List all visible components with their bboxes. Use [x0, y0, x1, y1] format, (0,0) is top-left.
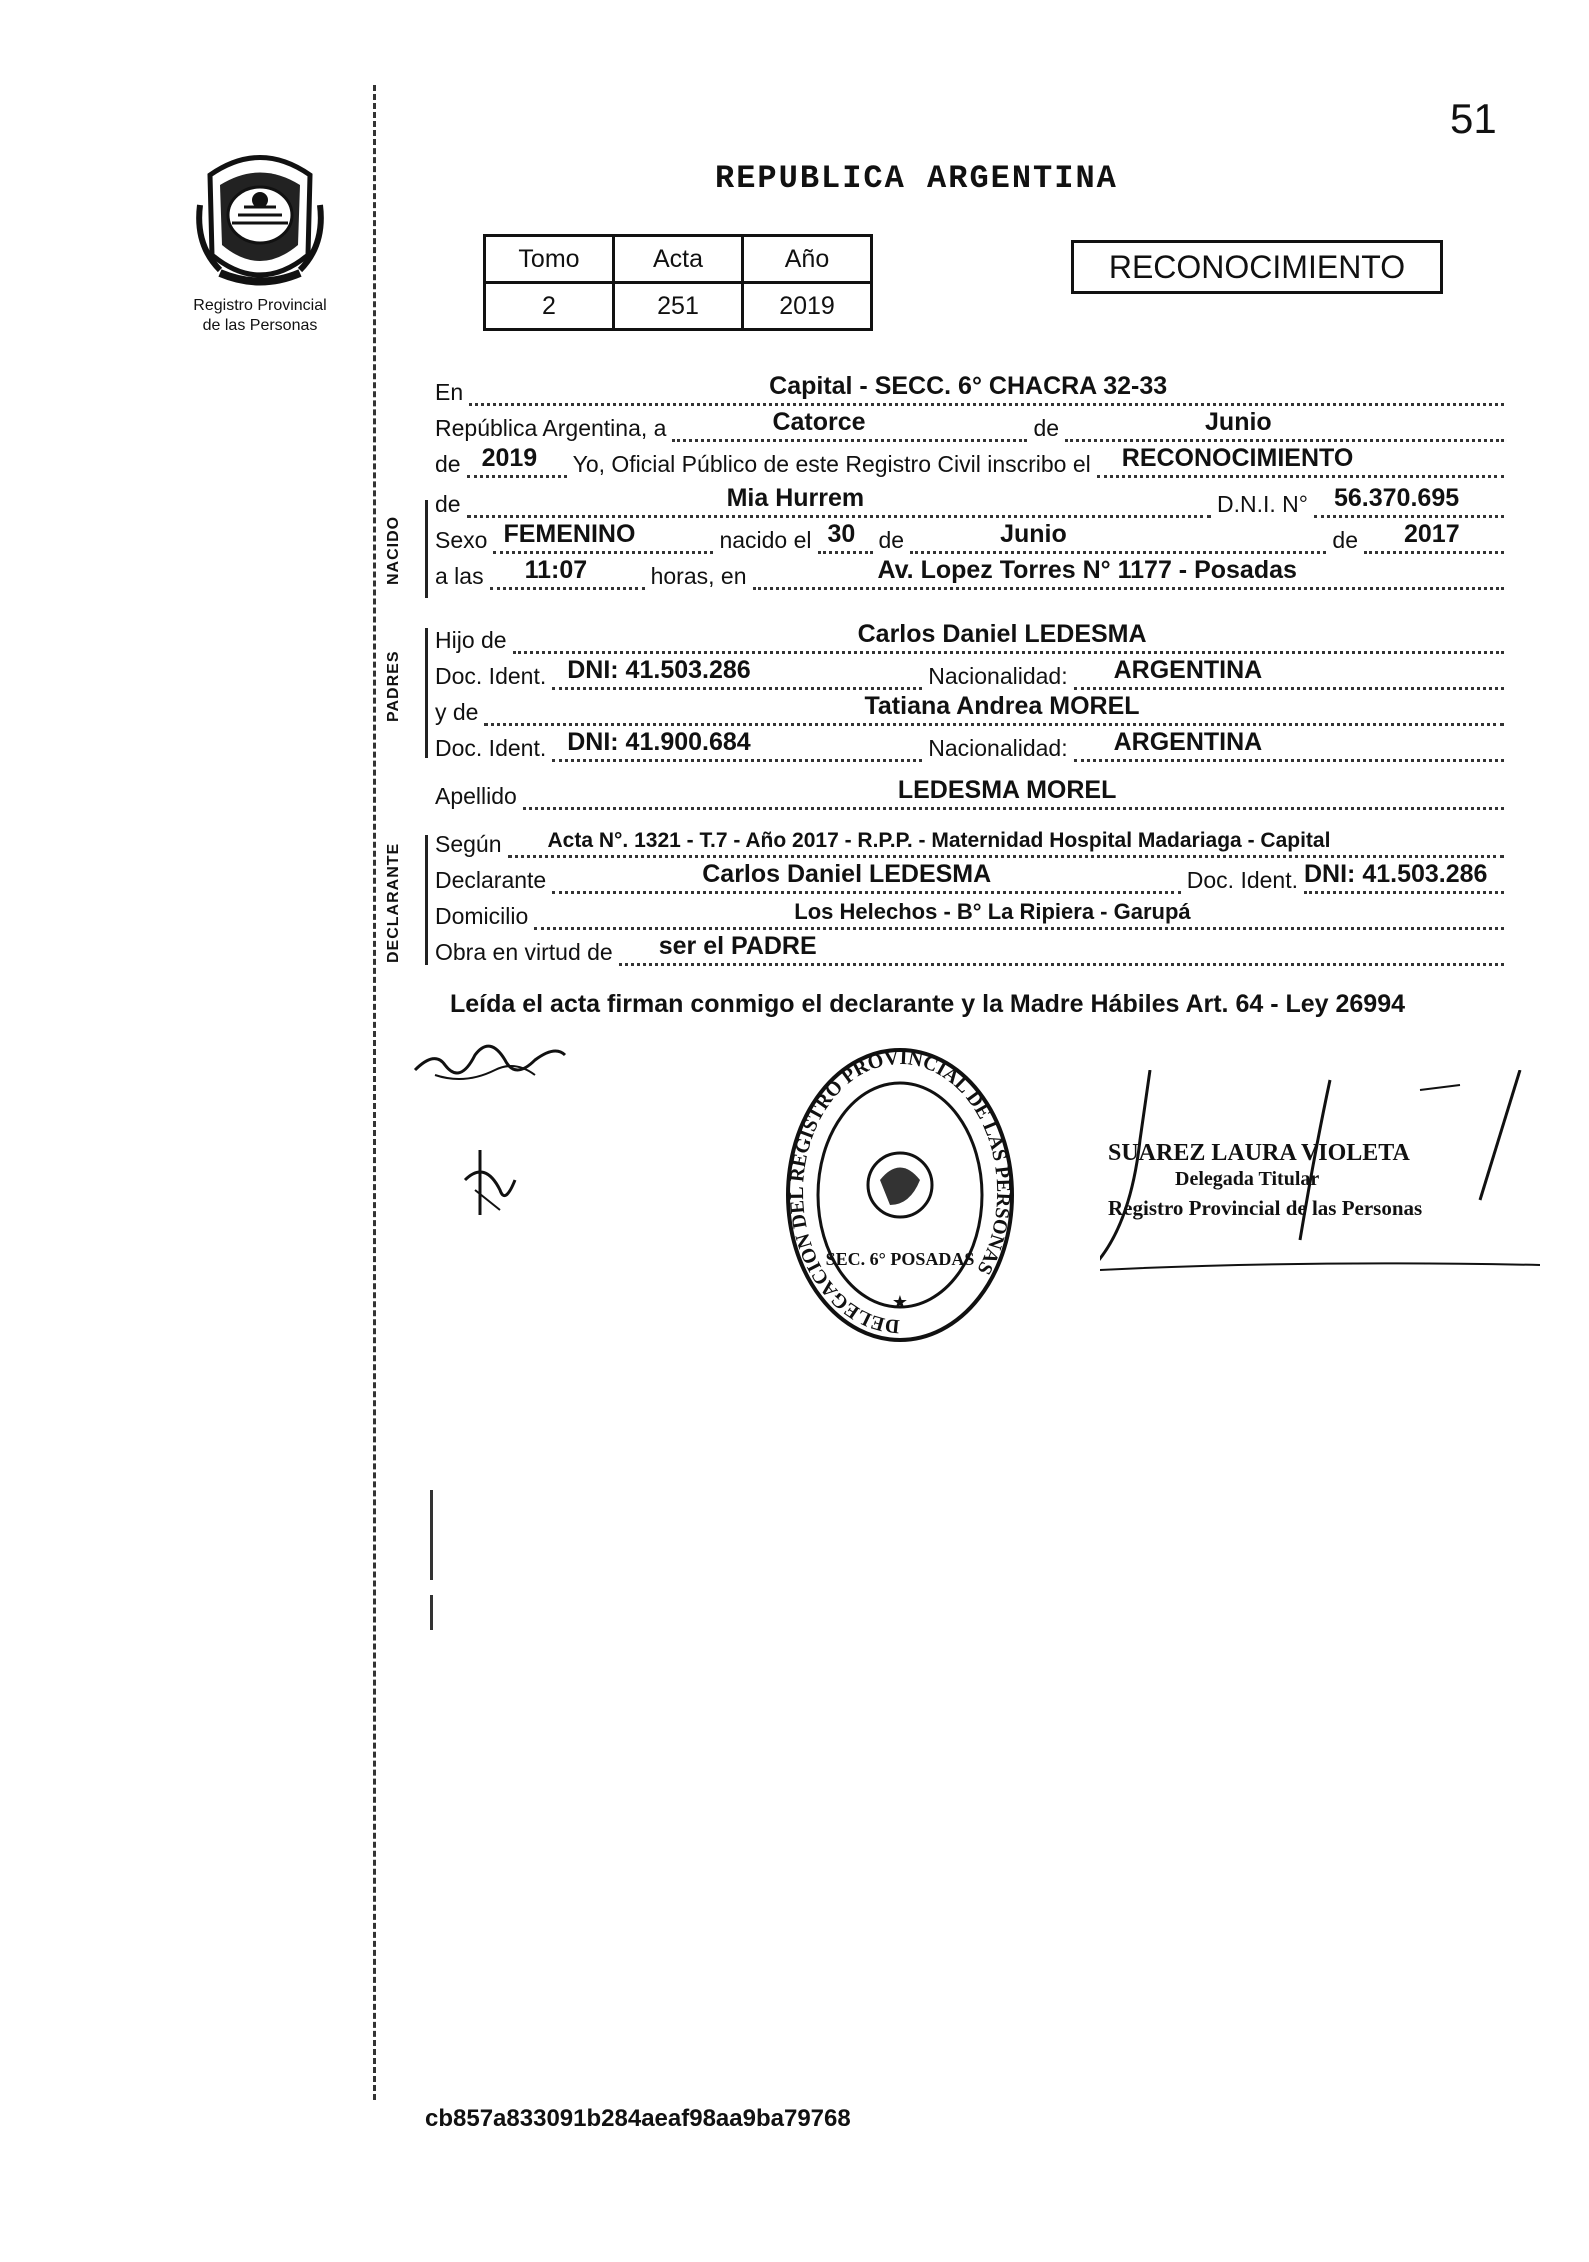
field-obra — [619, 932, 1504, 966]
value-dni: 56.370.695 — [1334, 484, 1460, 512]
label-madre-nac: Nacionalidad: — [928, 735, 1068, 761]
coat-of-arms-logo — [190, 145, 330, 290]
label-padre-doc: Doc. Ident. — [435, 663, 547, 689]
label-madre-doc: Doc. Ident. — [435, 735, 547, 761]
text-oficial: Yo, Oficial Público de este Registro Civil inscribo el — [572, 451, 1091, 477]
field-segun — [508, 831, 1504, 858]
field-padre-doc — [552, 656, 922, 690]
label-a-las: a las — [435, 563, 484, 589]
field-mes — [1065, 408, 1504, 442]
row-lugar-acta — [435, 372, 1504, 406]
row-hora-lugar — [435, 556, 1504, 590]
label-dni: D.N.I. N° — [1217, 491, 1308, 517]
field-tipo — [1097, 444, 1504, 478]
label-de-nac-mes: de — [878, 527, 905, 553]
label-padre-nac: Nacionalidad: — [928, 663, 1068, 689]
field-nombre — [467, 484, 1211, 518]
label-declarante-doc: Doc. Ident. — [1186, 867, 1298, 893]
field-padre-nac — [1074, 656, 1504, 690]
row-declarante — [435, 860, 1504, 894]
section-label-padres: PADRES — [385, 650, 402, 722]
value-padre-nac: ARGENTINA — [1113, 656, 1263, 684]
row-nombre — [435, 484, 1504, 518]
logo-caption — [160, 296, 360, 336]
field-dni — [1314, 484, 1504, 518]
anio-value: 2019 — [743, 283, 872, 330]
value-padre: Carlos Daniel LEDESMA — [857, 620, 1147, 648]
value-nac-mes: Junio — [1000, 520, 1067, 548]
margin-mark — [430, 1490, 433, 1580]
label-apellido: Apellido — [435, 783, 517, 809]
label-de-nac-anio: de — [1332, 527, 1358, 553]
value-nac-anio: 2017 — [1404, 520, 1460, 548]
field-anio — [467, 444, 567, 478]
row-anio-inscripcion — [435, 444, 1504, 478]
field-declarante — [552, 860, 1181, 894]
label-domicilio: Domicilio — [435, 903, 529, 929]
label-segun: Según — [435, 831, 502, 857]
seal-ring-text: DELEGACION DEL REGISTRO PROVINCIAL DE LAS PERSONAS — [785, 1046, 1015, 1338]
logo-caption-line2: de las Personas — [202, 317, 318, 334]
document-title: REPUBLICA ARGENTINA — [715, 160, 1118, 197]
value-mes: Junio — [1205, 408, 1272, 436]
value-en: Capital - SECC. 6° CHACRA 32-33 — [769, 372, 1168, 400]
field-nac-dia — [818, 520, 873, 554]
label-de-nombre: de — [435, 491, 461, 517]
value-apellido: LEDESMA MOREL — [897, 776, 1117, 804]
field-padre — [513, 620, 1504, 654]
label-en: En — [435, 379, 464, 405]
label-de-anio: de — [435, 451, 461, 477]
official-signature — [1100, 1070, 1540, 1290]
label-obra: Obra en virtud de — [435, 939, 613, 965]
field-sexo — [493, 520, 713, 554]
signatory-office: Registro Provincial de las Personas — [1108, 1196, 1423, 1220]
field-hora — [490, 556, 645, 590]
row-domicilio — [435, 896, 1504, 930]
margin-line — [373, 85, 376, 2100]
value-hora: 11:07 — [524, 556, 588, 584]
act-type-box: RECONOCIMIENTO — [1071, 240, 1443, 294]
closing-statement: Leída el acta firman conmigo el declarante y la Madre Hábiles Art. 64 - Ley 26994 — [450, 990, 1406, 1018]
row-madre — [435, 692, 1504, 726]
field-madre-doc — [552, 728, 922, 762]
official-round-seal — [780, 1040, 1020, 1350]
logo-caption-line1: Registro Provincial — [193, 297, 327, 314]
value-segun: Acta N°. 1321 - T.7 - Año 2017 - R.P.P. - Maternidad Hospital Madariaga - Capital — [547, 829, 1331, 852]
label-y-de: y de — [435, 699, 479, 725]
value-anio: 2019 — [481, 444, 538, 472]
row-segun — [435, 824, 1504, 858]
label-de-mes: de — [1033, 415, 1060, 441]
book-reference-table — [483, 234, 873, 331]
label-nacido-el: nacido el — [719, 527, 812, 553]
field-en — [469, 372, 1504, 406]
label-declarante: Declarante — [435, 867, 547, 893]
field-nac-mes — [910, 520, 1326, 554]
margin-mark — [430, 1595, 433, 1630]
label-horas-en: horas, en — [650, 563, 747, 589]
seal-inner-text: SEC. 6° POSADAS — [825, 1249, 975, 1269]
row-padre — [435, 620, 1504, 654]
tomo-value: 2 — [485, 283, 614, 330]
value-nac-dia: 30 — [827, 520, 856, 548]
field-madre-nac — [1074, 728, 1504, 762]
value-declarante-doc: DNI: 41.503.286 — [1304, 860, 1488, 888]
acta-value: 251 — [614, 283, 743, 330]
value-madre: Tatiana Andrea MOREL — [864, 692, 1140, 720]
row-fecha — [435, 408, 1504, 442]
row-sexo-nacimiento — [435, 520, 1504, 554]
field-nac-anio — [1364, 520, 1504, 554]
section-label-declarante: DECLARANTE — [385, 842, 402, 963]
signatory-role: Delegada Titular — [1175, 1168, 1320, 1190]
value-nombre: Mia Hurrem — [726, 484, 865, 512]
value-dia: Catorce — [772, 408, 866, 436]
label-hijo-de: Hijo de — [435, 627, 507, 653]
value-madre-doc: DNI: 41.900.684 — [567, 728, 751, 756]
signatory-name: SUAREZ LAURA VIOLETA — [1108, 1140, 1410, 1166]
svg-text:★: ★ — [891, 1292, 909, 1312]
row-madre-doc — [435, 728, 1504, 762]
value-obra: ser el PADRE — [658, 932, 817, 960]
row-obra — [435, 932, 1504, 966]
row-padre-doc — [435, 656, 1504, 690]
anio-header: Año — [743, 236, 872, 283]
label-republica: República Argentina, a — [435, 415, 667, 441]
field-madre — [484, 692, 1504, 726]
value-sexo: FEMENINO — [503, 520, 636, 548]
section-label-nacido: NACIDO — [385, 515, 402, 585]
declarant-signature — [405, 1030, 575, 1230]
page-number: 51 — [1450, 95, 1497, 142]
value-tipo: RECONOCIMIENTO — [1121, 444, 1354, 472]
tomo-header: Tomo — [485, 236, 614, 283]
field-dia — [672, 408, 1027, 442]
value-padre-doc: DNI: 41.503.286 — [567, 656, 751, 684]
field-lugar — [753, 556, 1505, 590]
value-lugar: Av. Lopez Torres N° 1177 - Posadas — [877, 556, 1297, 584]
value-domicilio: Los Helechos - B° La Ripiera - Garupá — [794, 899, 1191, 924]
value-madre-nac: ARGENTINA — [1113, 728, 1263, 756]
acta-header: Acta — [614, 236, 743, 283]
field-declarante-doc — [1304, 860, 1504, 894]
value-declarante: Carlos Daniel LEDESMA — [702, 860, 992, 888]
row-apellido — [435, 776, 1504, 810]
field-apellido — [523, 776, 1504, 810]
label-sexo: Sexo — [435, 527, 488, 553]
field-domicilio — [534, 899, 1504, 930]
document-hash: cb857a833091b284aeaf98aa9ba79768 — [425, 2105, 851, 2132]
